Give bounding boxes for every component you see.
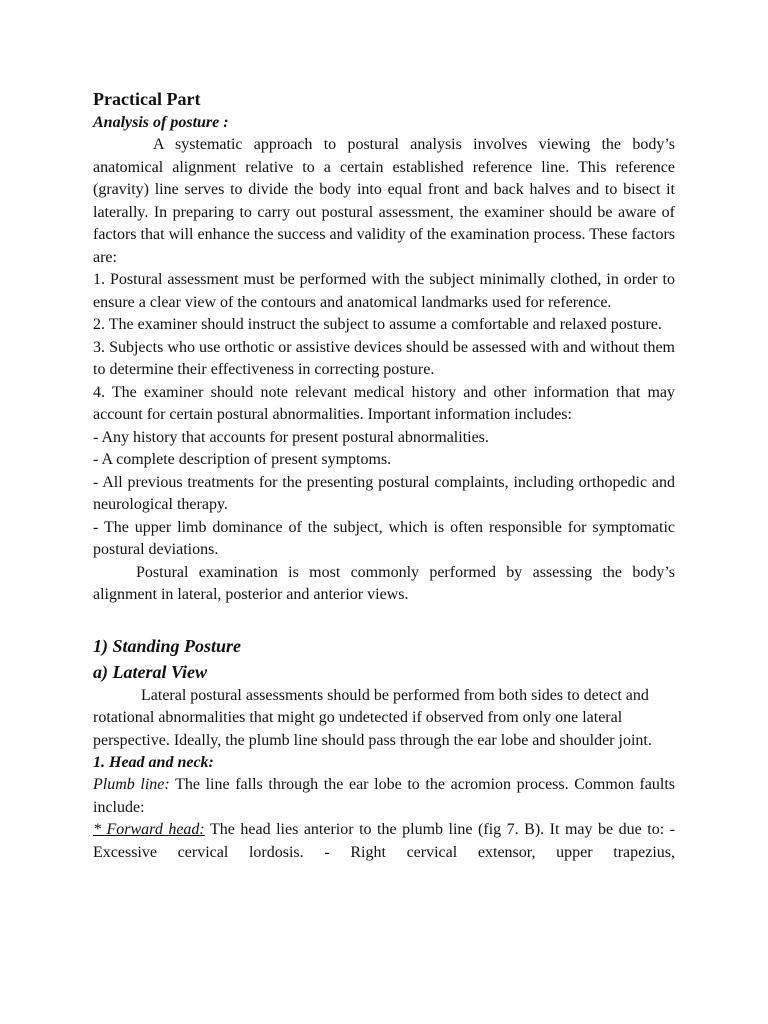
- section-title: 1) Standing Posture: [93, 635, 242, 656]
- forward-head-paragraph: [93, 819, 675, 864]
- info-item-1: - Any history that accounts for present postural abnormalities.: [93, 428, 489, 446]
- subheading: Analysis of posture :: [93, 114, 229, 131]
- factor-item-4: 4. The examiner should note relevant medical history and other information that may account for certain postural abnormalities. Important information includes:: [93, 383, 675, 423]
- info-item-2: - A complete description of present symptoms.: [93, 451, 392, 468]
- section-gap: [93, 607, 675, 633]
- lateral-paragraph: Lateral postural assessments should be performed from both sides to detect and rotational abnormalities that might go undetected if observed from only one lateral perspective. Ideally, the plumb line should pass through the ear lobe and shoulder joint.: [93, 686, 652, 749]
- intro-paragraph: A systematic approach to postural analysis involves viewing the body’s anatomical alignment relative to a certain established reference line. This reference (gravity) line serves to divide the body into equal front and back halves and to bisect it laterally. In preparing to carry out postural assessment, the examiner should be aware of factors that will enhance the success and validity of the examination process. These factors are:: [93, 136, 675, 266]
- summary-paragraph: Postural examination is most commonly performed by assessing the body’s alignment in lateral, posterior and anterior views.: [93, 563, 675, 603]
- info-item-4: - The upper limb dominance of the subject, which is often responsible for symptomatic postural deviations.: [93, 518, 675, 558]
- factor-item-2: 2. The examiner should instruct the subject to assume a comfortable and relaxed posture.: [93, 316, 662, 333]
- subsection-title: a) Lateral View: [93, 661, 207, 682]
- heading: Practical Part: [93, 89, 201, 109]
- document-page: [93, 86, 675, 864]
- forward-head-text: The head lies anterior to the plumb line (fig 7. B). It may be due to: - Excessive cervical lordosis. - Right cervical extensor, upper trapezius,: [93, 821, 675, 861]
- plumb-line-text: The line falls through the ear lobe to the acromion process. Common faults include:: [93, 776, 676, 816]
- factor-item-3: 3. Subjects who use orthotic or assistive devices should be assessed with and without them to determine their effectiveness in correcting posture.: [93, 338, 675, 378]
- plumb-line-paragraph: [93, 774, 675, 819]
- forward-head-label: * Forward head:: [93, 821, 205, 838]
- head-neck-title: 1. Head and neck:: [93, 754, 214, 771]
- plumb-line-label: Plumb line:: [93, 776, 170, 793]
- info-item-3: - All previous treatments for the presenting postural complaints, including orthopedic and neurological therapy.: [93, 473, 675, 513]
- factor-item-1: 1. Postural assessment must be performed with the subject minimally clothed, in order to ensure a clear view of the contours and anatomical landmarks used for reference.: [93, 271, 675, 311]
